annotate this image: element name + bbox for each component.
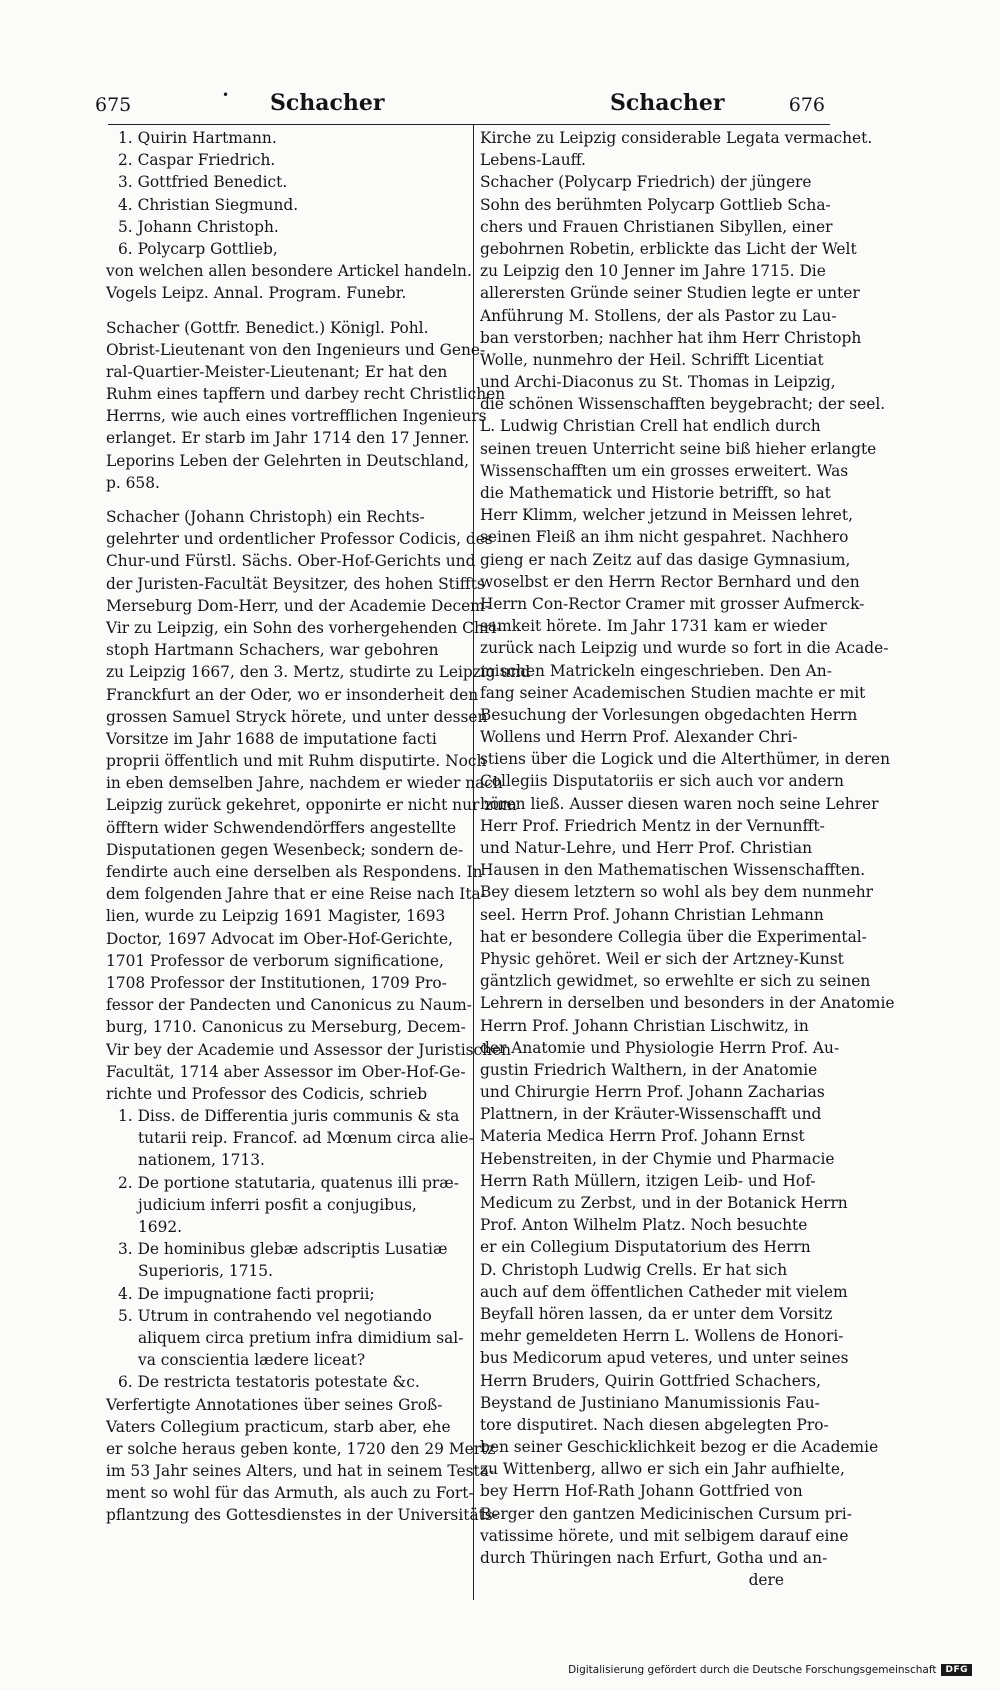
text-line: die schönen Wissenschafften beygebracht; der seel. [480,395,886,414]
text-line: 6. Polycarp Gottlieb, [118,239,278,258]
page-number-right: 676 [788,94,825,116]
text-line: in eben demselben Jahre, nachdem er wieder nach [106,774,503,793]
text-line: D. Christoph Ludwig Crells. Er hat sich [480,1260,788,1279]
text-line: 1708 Professor der Institutionen, 1709 Pro- [106,973,447,992]
text-line: gustin Friedrich Walthern, in der Anatomie [480,1060,818,1079]
text-line: Herrn Rath Müllern, itzigen Leib- und Hof- [480,1171,816,1190]
text-line: Plattnern, in der Kräuter-Wissenschafft und [480,1105,822,1124]
text-line: öfftern wider Schwendendörffers angestellte [106,818,457,837]
text-line: 1692. [138,1218,183,1236]
text-line: 2. De portione statutaria, quatenus illi præ- [118,1173,459,1192]
text-line: tutarii reip. Francof. ad Mœnum circa alie- [138,1129,474,1148]
text-line: Beyfall hören lassen, da er unter dem Vorsitz [480,1304,833,1323]
text-line: dere [748,1571,784,1590]
text-line: Lebens-Lauff. [480,151,586,170]
text-line: 5. Johann Christoph. [118,217,279,236]
text-line: Vaters Collegium practicum, starb aber, ehe [106,1417,451,1436]
text-line: nationem, 1713. [138,1151,265,1170]
text-line: Superioris, 1715. [138,1262,273,1281]
text-line: fang seiner Academischen Studien machte er mit [480,683,866,702]
text-line: mehr gemeldeten Herrn L. Wollens de Honori- [480,1327,844,1346]
text-line: und Archi-Diaconus zu St. Thomas in Leipzig, [480,373,836,392]
text-line: 4. De impugnatione facti proprii; [118,1284,375,1303]
text-line: Herrn Bruders, Quirin Gottfried Schachers, [480,1371,821,1390]
text-line: 1. Quirin Hartmann. [118,129,277,147]
text-line: samkeit hörete. Im Jahr 1731 kam er wieder [480,617,827,636]
text-line: 6. De restricta testatoris potestate &c. [118,1373,420,1392]
text-line: bus Medicorum apud veteres, und unter seines [480,1349,849,1368]
text-line: 2. Caspar Friedrich. [118,151,276,170]
text-line: gäntzlich gewidmet, so erwehlte er sich zu seinen [480,972,871,991]
text-line: und Natur-Lehre, und Herr Prof. Christian [480,839,813,857]
text-line: zu Wittenberg, allwo er sich ein Jahr aufhielte, [480,1460,845,1479]
text-line: auch auf dem öffentlichen Catheder mit vielem [480,1282,848,1301]
text-line: allerersten Gründe seiner Studien legte er unter [480,284,860,303]
text-line: Doctor, 1697 Advocat im Ober-Hof-Gerichte, [106,929,453,948]
text-line: der Juristen-Facultät Beysitzer, des hohen Stiffts [106,574,485,593]
text-line: va conscientia lædere liceat? [138,1351,366,1370]
text-line: Facultät, 1714 aber Assessor im Ober-Hof-Ge- [106,1062,466,1081]
text-line: burg, 1710. Canonicus zu Merseburg, Decem- [106,1018,466,1037]
text-line: er ein Collegium Disputatorium des Herrn [480,1238,811,1257]
dfg-logo: DFG [941,1664,972,1676]
text-line: Bey diesem letztern so wohl als bey dem nunmehr [480,883,873,902]
text-line: zu Leipzig 1667, den 3. Mertz, studirte zu Leipzig und [106,663,531,682]
text-line: Vogels Leipz. Annal. Program. Funebr. [106,284,407,303]
text-line: Herrn Prof. Johann Christian Lischwitz, in [480,1016,809,1035]
text-line: Medicum zu Zerbst, und in der Botanick Herrn [480,1194,848,1212]
text-line: vatissime hörete, und mit selbigem darauf eine [480,1526,849,1545]
text-line: Franckfurt an der Oder, wo er insonderheit den [106,685,479,704]
text-line: stoph Hartmann Schachers, war gebohren [106,641,439,660]
text-line: judicium inferri posfit a conjugibus, [138,1195,417,1214]
running-head-right: Schacher [610,90,725,116]
text-line: Obrist-Lieutenant von den Ingenieurs und Gene- [106,340,486,359]
text-line: die Mathematick und Historie betrifft, so hat [480,484,831,502]
text-line: 1. Diss. de Differentia juris communis & sta [118,1107,460,1126]
text-line: durch Thüringen nach Erfurt, Gotha und an- [480,1549,828,1567]
text-line: Disputationen gegen Wesenbeck; sondern de- [106,840,464,859]
text-line: fendirte auch eine derselben als Respondens. In [106,863,483,881]
text-line: Kirche zu Leipzig considerable Legata vermachet. [480,129,873,147]
text-line: woselbst er den Herrn Rector Bernhard und den [480,572,860,591]
text-line: bey Herrn Hof-Rath Johann Gottfried von [480,1482,803,1501]
text-line: Lehrern in derselben und besonders in der Anatomie [480,994,895,1013]
text-line: zu Leipzig den 10 Jenner im Jahre 1715. Die [480,262,826,281]
text-line: seinen Fleiß an ihm nicht gespahret. Nachhero [480,528,849,547]
text-line: Berger den gantzen Medicinischen Cursum pri- [480,1504,852,1523]
text-line: 4. Christian Siegmund. [118,195,299,214]
text-line: Wissenschafften um ein grosses erweitert. Was [480,461,849,480]
text-line: gebohrnen Robetin, erblickte das Licht der Welt [480,239,857,258]
text-line: lien, wurde zu Leipzig 1691 Magister, 1693 [106,907,446,926]
text-line: Hebenstreiten, in der Chymie und Pharmacie [480,1149,835,1168]
text-line: Schacher (Gottfr. Benedict.) Königl. Pohl. [106,318,429,337]
text-line: Ruhm eines tapffern und darbey recht Christlichen [106,385,506,404]
text-line: Anführung M. Stollens, der als Pastor zu Lau- [480,306,837,325]
left-column [106,127,531,1527]
text-line: Besuchung der Vorlesungen obgedachten Herrn [480,705,858,724]
text-line: 1701 Professor de verborum significatione, [106,951,444,970]
footer-text: Digitalisierung gefördert durch die Deutsche Forschungsgemeinschaft [568,1664,937,1676]
text-line: richte und Professor des Codicis, schrieb [106,1084,428,1103]
printer-mark: • [222,88,230,102]
text-line: ban verstorben; nachher hat ihm Herr Christoph [480,328,862,347]
text-line: Herrn Con-Rector Cramer mit grosser Aufmerck- [480,594,865,613]
running-head-left: Schacher [270,90,385,116]
text-line: stiens über die Logick und die Alterthümer, in deren [480,750,891,769]
page-number-left: 675 [95,94,132,116]
text-line: Collegiis Disputatoriis er sich auch vor andern [480,772,844,791]
text-line: Leipzig zurück gekehret, opponirte er nicht nur zum [106,796,517,815]
text-line: gieng er nach Zeitz auf das dasige Gymnasium, [480,550,851,569]
text-line: Physic gehöret. Weil er sich der Artzney-Kunst [480,949,844,968]
text-line: L. Ludwig Christian Crell hat endlich durch [480,417,821,436]
page-header [95,90,825,126]
text-line: mischen Matrickeln eingeschrieben. Den An- [480,661,832,680]
text-line: von welchen allen besondere Artickel handeln. [106,262,472,281]
text-line: 5. Utrum in contrahendo vel negotiando [118,1306,432,1325]
text-line: Chur-und Fürstl. Sächs. Ober-Hof-Gerichts und [106,552,476,571]
text-line: Vorsitze im Jahr 1688 de imputatione facti [106,729,437,748]
text-line: zurück nach Leipzig und wurde so fort in die Acade- [480,639,889,658]
text-line: erlanget. Er starb im Jahr 1714 den 17 Jenner. [106,429,470,448]
text-line: 3. De hominibus glebæ adscriptis Lusatiæ [118,1240,448,1259]
text-line: seel. Herrn Prof. Johann Christian Lehmann [480,905,824,924]
text-line: und Chirurgie Herrn Prof. Johann Zacharias [480,1083,825,1102]
text-line: Herrns, wie auch eines vortrefflichen Ingenieurs [106,407,487,426]
text-line: im 53 Jahr seines Alters, und hat in seinem Testa- [106,1462,495,1481]
text-line: Schacher (Polycarp Friedrich) der jüngere [480,173,812,192]
text-line: proprii öffentlich und mit Ruhm disputirte. Noch [106,752,487,771]
text-line: tore disputiret. Nach diesen abgelegten Pro- [480,1415,829,1434]
text-line: ment so wohl für das Armuth, als auch zu Fort- [106,1484,474,1503]
text-line: Sohn des berühmten Polycarp Gottlieb Scha- [480,195,831,214]
text-line: Verfertigte Annotationes über seines Groß- [106,1395,443,1414]
text-line: seinen treuen Unterricht seine biß hieher erlangte [480,439,877,458]
right-column [480,127,895,1591]
text-line: Merseburg Dom-Herr, und der Academie Decem- [106,596,490,615]
text-line: gelehrter und ordentlicher Professor Codicis, des [106,530,493,549]
text-line: Vir zu Leipzig, ein Sohn des vorhergehenden Chri- [106,618,502,637]
text-line: Herr Klimm, welcher jetzund in Meissen lehret, [480,506,853,525]
text-line: Wollens und Herrn Prof. Alexander Chri- [480,728,798,747]
header-rule [108,124,830,125]
footer-credit [568,1664,972,1676]
text-line: 3. Gottfried Benedict. [118,173,288,192]
text-line: hören ließ. Ausser diesen waren noch seine Lehrer [480,794,879,813]
text-line: ral-Quartier-Meister-Lieutenant; Er hat den [106,362,448,381]
text-line: hat er besondere Collegia über die Experimental- [480,927,867,946]
text-line: Vir bey der Academie und Assessor der Juristischen [106,1040,512,1059]
text-line: chers und Frauen Christianen Sibyllen, einer [480,217,833,236]
text-line: Schacher (Johann Christoph) ein Rechts- [106,508,425,526]
text-line: p. 658. [106,473,160,492]
text-line: dem folgenden Jahre that er eine Reise nach Ita- [106,885,486,904]
text-line: der Anatomie und Physiologie Herrn Prof. Au- [480,1038,840,1057]
text-line: Hausen in den Mathematischen Wissenschafften. [480,861,866,880]
text-line: Wolle, nunmehro der Heil. Schrifft Licentiat [480,350,824,369]
text-line: Leporins Leben der Gelehrten in Deutschland, [106,451,469,470]
text-line: Materia Medica Herrn Prof. Johann Ernst [480,1127,805,1146]
text-line: aliquem circa pretium infra dimidium sal- [138,1328,464,1347]
text-line: Herr Prof. Friedrich Mentz in der Vernunfft- [480,816,825,835]
text-line: Prof. Anton Wilhelm Platz. Noch besuchte [480,1216,808,1235]
text-line: fessor der Pandecten und Canonicus zu Naum- [106,996,472,1015]
text-line: ben seiner Geschicklichkeit bezog er die Academie [480,1438,879,1457]
text-line: Beystand de Justiniano Manumissionis Fau- [480,1393,820,1412]
text-line: er solche heraus geben konte, 1720 den 29 Mertz [106,1439,496,1458]
text-line: grossen Samuel Stryck hörete, und unter dessen [106,707,488,726]
text-line: pflantzung des Gottesdienstes in der Universitäts- [106,1506,498,1525]
